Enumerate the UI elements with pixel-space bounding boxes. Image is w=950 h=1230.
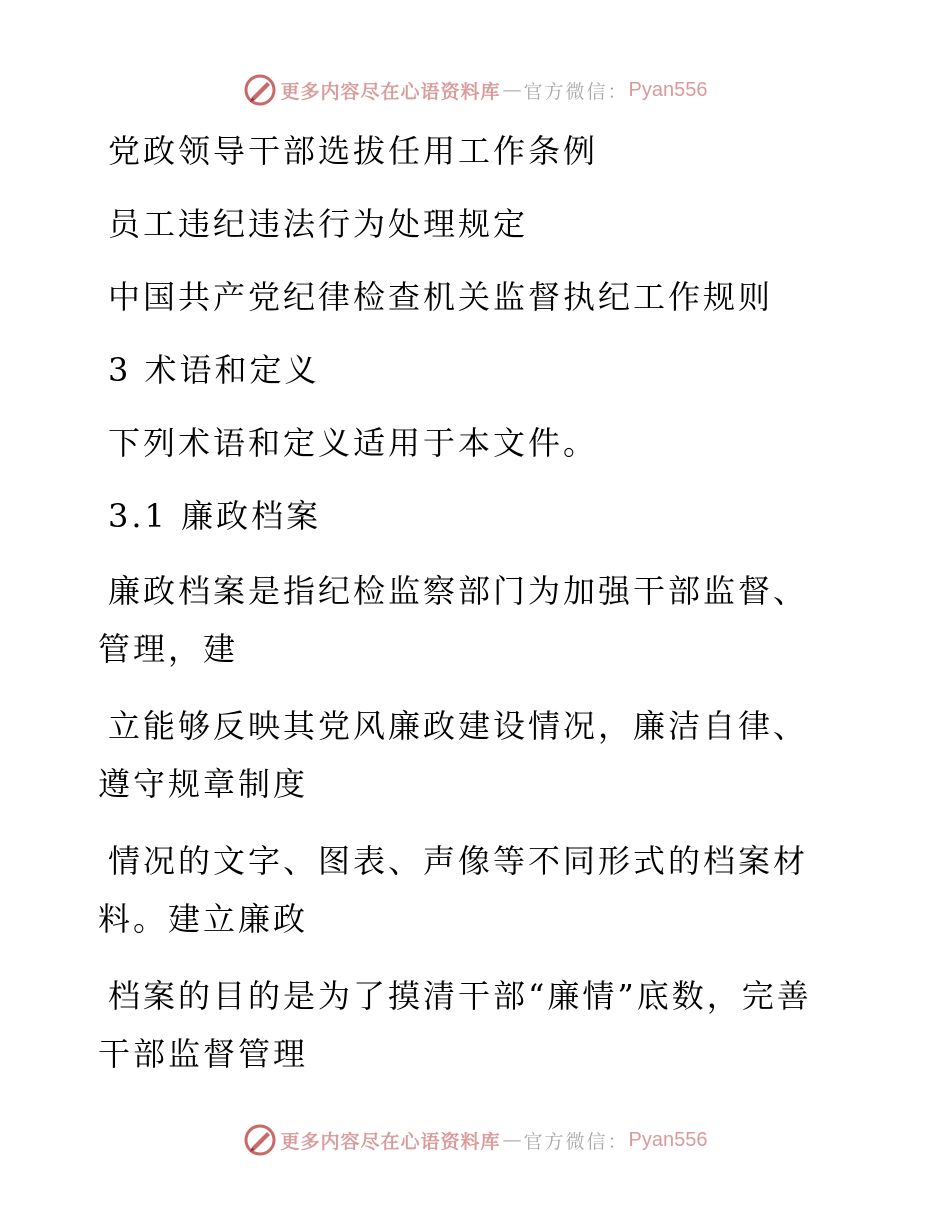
document-body xyxy=(98,124,838,1102)
watermark-wechat-id: Pyan556 xyxy=(628,1128,708,1151)
logo-icon xyxy=(243,1123,277,1157)
section-heading: 3 术语和定义 xyxy=(108,351,320,389)
body-paragraph: 立能够反映其党风廉政建设情况，廉洁自律、遵守规章制度 xyxy=(98,707,809,803)
reference-item: 党政领导干部选拔任用工作条例 xyxy=(108,132,599,170)
footer-watermark xyxy=(0,1120,950,1160)
logo-icon xyxy=(243,73,277,107)
body-paragraph: 下列术语和定义适用于本文件。 xyxy=(108,424,599,462)
watermark-wechat-label: 官方微信： xyxy=(523,1130,629,1153)
reference-item: 员工违纪违法行为处理规定 xyxy=(108,205,529,243)
body-paragraph: 档案的目的是为了摸清干部“廉情”底数，完善干部监督管理 xyxy=(98,977,812,1073)
watermark-dash: — xyxy=(502,1129,522,1151)
body-paragraph: 廉政档案是指纪检监察部门为加强干部监督、管理，建 xyxy=(98,572,809,668)
watermark-wechat-id: Pyan556 xyxy=(628,78,708,101)
watermark-text: 更多内容尽在心语资料库 xyxy=(280,1130,501,1153)
reference-item: 中国共产党纪律检查机关监督执纪工作规则 xyxy=(108,278,774,316)
subsection-heading: 3.1 廉政档案 xyxy=(108,497,322,535)
watermark-text: 更多内容尽在心语资料库 xyxy=(280,80,501,103)
watermark-dash: — xyxy=(502,79,522,101)
body-paragraph: 情况的文字、图表、声像等不同形式的档案材料。建立廉政 xyxy=(98,842,809,938)
watermark-wechat-label: 官方微信： xyxy=(523,80,629,103)
header-watermark xyxy=(0,70,950,110)
